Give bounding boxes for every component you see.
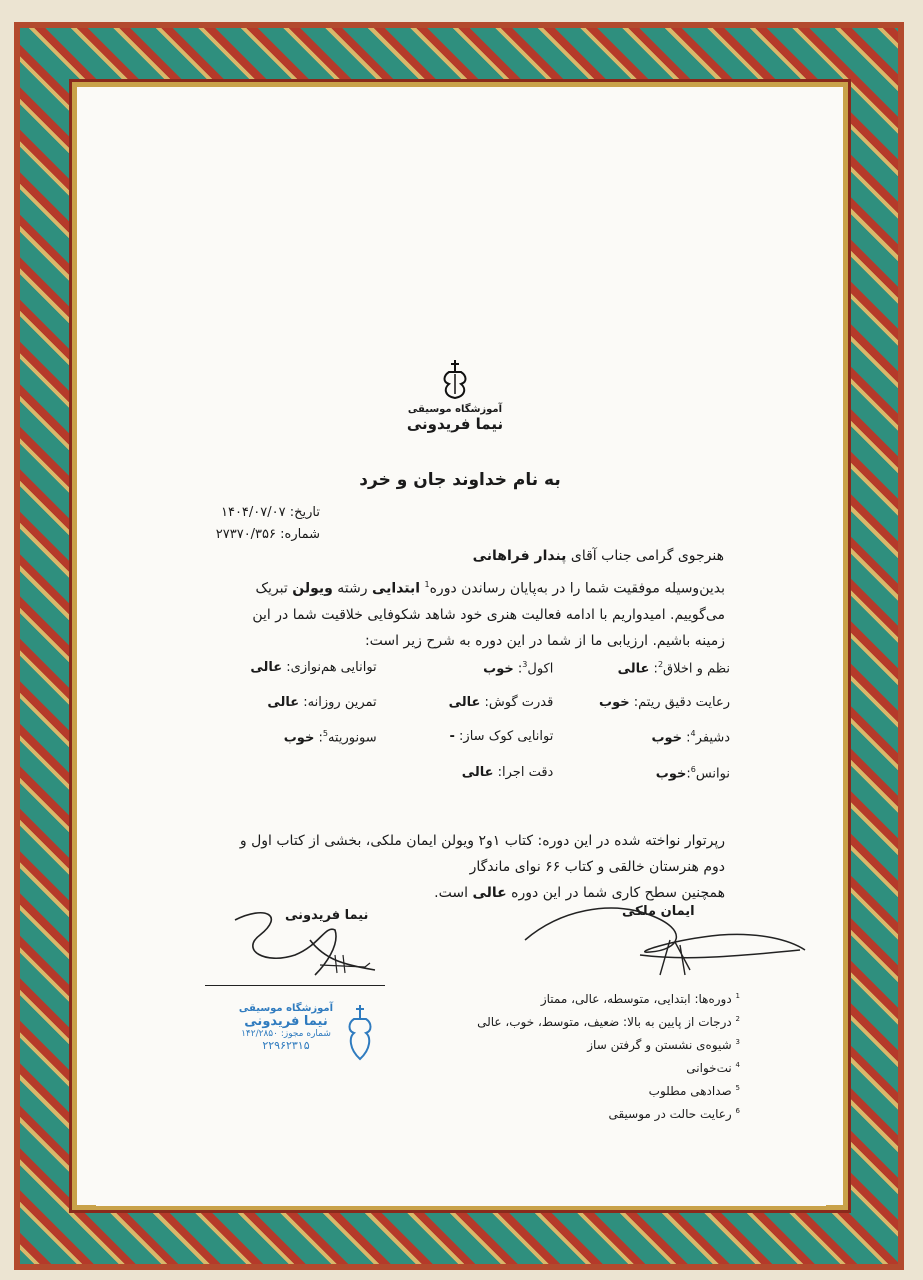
eval-label: دقت اجرا: — [497, 764, 554, 780]
evaluation-grid — [200, 660, 730, 781]
eval-sup: 6 — [690, 764, 696, 774]
number-label: شماره: — [280, 527, 320, 542]
eval-item-empty — [200, 765, 377, 781]
eval-item — [377, 695, 554, 710]
footnote-text: رعایت حالت در موسیقی — [608, 1107, 732, 1121]
eval-label: نظم و اخلاق — [663, 661, 730, 677]
eval-value: خوب — [651, 730, 683, 746]
eval-value: عالی — [267, 695, 300, 711]
date-row — [150, 502, 320, 524]
footnote-num: 5 — [735, 1084, 740, 1092]
signature-line — [205, 985, 385, 986]
stamp-line4: ۲۲۹۶۲۳۱۵ — [262, 1039, 310, 1052]
eval-label: دشیفر — [695, 730, 730, 746]
summary-level: عالی — [472, 885, 507, 901]
date-label: تاریخ: — [289, 505, 320, 520]
footnote-item — [440, 1032, 740, 1055]
body-text-1: بدین‌وسیله موفقیت شما را در به‌پایان رساندن دوره — [429, 580, 725, 597]
eval-item — [553, 695, 730, 710]
eval-label: توانایی کوک ساز: — [459, 729, 554, 745]
eval-item — [200, 695, 377, 710]
footnote-item — [440, 1055, 740, 1078]
eval-label: توانایی هم‌نوازی: — [286, 660, 377, 675]
number-value: ۲۷۳۷۰/۳۵۶ — [215, 527, 277, 542]
stamp-violin-icon — [345, 1003, 375, 1063]
eval-value: عالی — [617, 661, 650, 677]
school-logo — [405, 358, 505, 433]
eval-label: اکول — [527, 661, 554, 677]
eval-value: خوب — [483, 661, 514, 677]
course-level: ابتدایی — [371, 580, 421, 597]
left-signature-icon — [225, 905, 385, 985]
eval-item — [377, 765, 554, 781]
eval-item: سونوریته$^5$: خوب — [283, 729, 377, 746]
eval-sup: 3 — [522, 660, 528, 669]
eval-sup: 2 — [657, 660, 664, 669]
footnote-text: نت‌خوانی — [686, 1061, 732, 1075]
eval-value: خوب — [283, 730, 315, 746]
body-text-2: رشته — [332, 580, 372, 597]
footnote-num: 2 — [735, 1015, 740, 1023]
footnote-text: دوره‌ها: ابتدایی، متوسطه، عالی، ممتاز — [540, 992, 732, 1006]
footnotes — [440, 986, 740, 1124]
eval-item — [377, 729, 554, 745]
footnote-text: درجات از پایین به بالا: ضعیف، متوسط، خوب، عالی — [477, 1015, 732, 1029]
eval-label: قدرت گوش: — [484, 695, 554, 711]
eval-label: تمرین روزانه: — [303, 695, 377, 711]
eval-value: خوب — [655, 765, 687, 781]
eval-item: نظم و اخلاق$^2$: عالی — [617, 660, 730, 677]
number-row — [150, 524, 320, 546]
footnote-item — [440, 1101, 740, 1124]
eval-value: عالی — [461, 764, 494, 780]
footnote-num: 3 — [735, 1038, 740, 1046]
eval-item: اکول$^3$: خوب — [483, 660, 554, 677]
footnote-ref-1: 1 — [424, 580, 430, 589]
body-paragraph — [225, 572, 725, 654]
summary-text: همچنین سطح کاری شما در این دوره — [506, 885, 725, 901]
eval-value: عالی — [448, 695, 481, 711]
right-signer-name: ایمان ملکی — [622, 904, 695, 919]
greeting-prefix: هنرجوی گرامی جناب آقای — [566, 548, 724, 564]
logo-line2: نیما فریدونی — [406, 415, 504, 433]
eval-sup: 5 — [322, 729, 328, 739]
greeting — [300, 548, 724, 564]
footnote-item — [440, 1078, 740, 1101]
school-stamp — [230, 995, 375, 1075]
footnote-text: صدادهی مطلوب — [648, 1084, 732, 1098]
eval-item — [200, 660, 377, 676]
footnote-item — [440, 986, 740, 1009]
footnote-item — [440, 1009, 740, 1032]
right-signature-icon — [520, 880, 810, 980]
eval-value: خوب — [599, 695, 630, 711]
eval-item: دشیفر$^4$: خوب — [651, 729, 730, 746]
body-text-3: تبریک می‌گوییم. امیدواریم با ادامه فعالیت هنری خود شاهد شکوفایی خلاقیت شما در این زمینه باشیم. ارزیابی ما از شما در این دوره به شرح زیر است: — [252, 580, 725, 649]
date-value: ۱۴۰۴/۰۷/۰۷ — [220, 505, 286, 520]
eval-value: - — [449, 729, 455, 745]
violin-logo-icon — [435, 358, 475, 400]
footnote-num: 4 — [735, 1061, 740, 1069]
eval-label: سونوریته — [327, 730, 377, 746]
stamp-line1: آموزشگاه موسیقی — [238, 1003, 334, 1014]
eval-label: نوانس — [695, 765, 730, 781]
eval-item: نوانس$^6$:خوب — [655, 764, 730, 781]
summary-end: است. — [434, 885, 473, 901]
footnote-text: شیوه‌ی نشستن و گرفتن ساز — [587, 1038, 732, 1052]
stamp-line2: نیما فریدونی — [244, 1014, 328, 1029]
eval-sup: 4 — [690, 729, 696, 739]
repertoire-line: رپرتوار نواخته شده در این دوره: کتاب ۱و۲ ویولن ایمان ملکی، بخشی از کتاب اول و دوم هنرستان خالقی و کتاب ۶۶ نوای ماندگار — [239, 833, 725, 875]
eval-label: رعایت دقیق ریتم: — [633, 695, 730, 711]
student-name: پندار فراهانی — [472, 548, 567, 564]
left-signer-name: نیما فریدونی — [285, 908, 369, 923]
footnote-num: 1 — [735, 992, 740, 1000]
page-title: به نام خداوند جان و خرد — [359, 470, 561, 490]
logo-line1: آموزشگاه موسیقی — [407, 404, 503, 415]
stamp-line3: شماره مجوز: ۱۴۲/۲۸۵۰ — [241, 1029, 331, 1039]
eval-value: عالی — [250, 660, 283, 675]
course-field: ویولن — [292, 580, 333, 597]
footnote-num: 6 — [735, 1107, 740, 1115]
date-number-block — [150, 502, 320, 546]
